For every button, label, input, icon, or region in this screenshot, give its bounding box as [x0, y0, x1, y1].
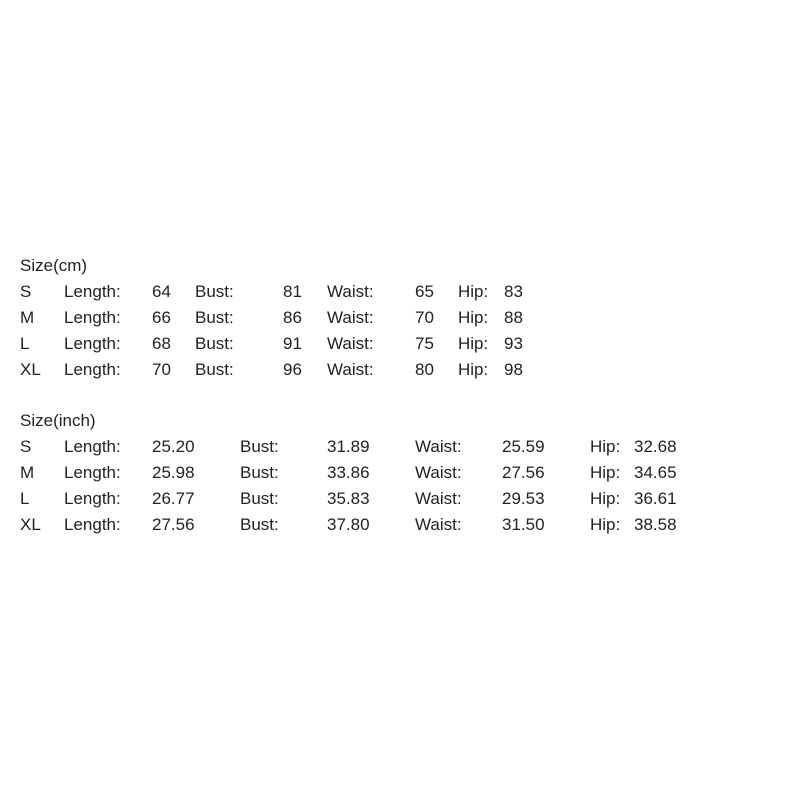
waist-value: 70 — [415, 308, 434, 327]
size-chart-inch — [20, 408, 677, 538]
length-value: 64 — [152, 282, 171, 301]
hip-label: Hip: — [458, 308, 489, 327]
size-chart-cm — [20, 253, 523, 383]
hip-value: 38.58 — [634, 515, 677, 534]
hip-label: Hip: — [458, 360, 489, 379]
bust-label: Bust: — [240, 463, 279, 482]
bust-value: 81 — [283, 282, 302, 301]
waist-label: Waist: — [415, 515, 462, 534]
table-row — [20, 434, 677, 460]
length-label: Length: — [64, 360, 121, 379]
length-value: 70 — [152, 360, 171, 379]
waist-value: 65 — [415, 282, 434, 301]
length-value: 25.98 — [152, 463, 195, 482]
hip-label: Hip: — [590, 463, 621, 482]
hip-value: 36.61 — [634, 489, 677, 508]
hip-value: 83 — [504, 282, 523, 301]
size-label: L — [20, 489, 30, 508]
table-row — [20, 512, 677, 538]
length-value: 26.77 — [152, 489, 195, 508]
bust-label: Bust: — [195, 282, 234, 301]
size-label: S — [20, 282, 32, 301]
waist-label: Waist: — [327, 282, 374, 301]
bust-value: 37.80 — [327, 515, 370, 534]
size-label: L — [20, 334, 30, 353]
waist-value: 27.56 — [502, 463, 545, 482]
length-label: Length: — [64, 515, 121, 534]
bust-value: 96 — [283, 360, 302, 379]
length-label: Length: — [64, 308, 121, 327]
bust-label: Bust: — [195, 334, 234, 353]
table-row — [20, 331, 523, 357]
hip-label: Hip: — [590, 515, 621, 534]
bust-label: Bust: — [240, 489, 279, 508]
size-label: S — [20, 437, 32, 456]
bust-label: Bust: — [195, 308, 234, 327]
length-label: Length: — [64, 334, 121, 353]
waist-value: 75 — [415, 334, 434, 353]
hip-value: 88 — [504, 308, 523, 327]
bust-value: 31.89 — [327, 437, 370, 456]
size-label: M — [20, 463, 35, 482]
bust-label: Bust: — [195, 360, 234, 379]
hip-label: Hip: — [590, 489, 621, 508]
table-row — [20, 305, 523, 331]
waist-label: Waist: — [415, 463, 462, 482]
hip-value: 93 — [504, 334, 523, 353]
size-label: XL — [20, 360, 41, 379]
size-label: XL — [20, 515, 41, 534]
length-value: 68 — [152, 334, 171, 353]
size-chart-cm-heading: Size(cm) — [20, 256, 88, 275]
length-label: Length: — [64, 437, 121, 456]
length-value: 27.56 — [152, 515, 195, 534]
bust-value: 91 — [283, 334, 302, 353]
length-value: 66 — [152, 308, 171, 327]
waist-value: 31.50 — [502, 515, 545, 534]
waist-label: Waist: — [415, 489, 462, 508]
bust-value: 86 — [283, 308, 302, 327]
length-value: 25.20 — [152, 437, 195, 456]
table-row — [20, 460, 677, 486]
length-label: Length: — [64, 463, 121, 482]
bust-label: Bust: — [240, 437, 279, 456]
hip-label: Hip: — [458, 334, 489, 353]
hip-label: Hip: — [458, 282, 489, 301]
waist-value: 80 — [415, 360, 434, 379]
bust-value: 35.83 — [327, 489, 370, 508]
waist-label: Waist: — [327, 360, 374, 379]
length-label: Length: — [64, 282, 121, 301]
waist-value: 29.53 — [502, 489, 545, 508]
size-label: M — [20, 308, 35, 327]
bust-label: Bust: — [240, 515, 279, 534]
waist-label: Waist: — [415, 437, 462, 456]
table-row — [20, 357, 523, 383]
waist-label: Waist: — [327, 334, 374, 353]
bust-value: 33.86 — [327, 463, 370, 482]
hip-value: 32.68 — [634, 437, 677, 456]
hip-value: 98 — [504, 360, 523, 379]
waist-value: 25.59 — [502, 437, 545, 456]
table-row — [20, 486, 677, 512]
table-row — [20, 279, 523, 305]
waist-label: Waist: — [327, 308, 374, 327]
length-label: Length: — [64, 489, 121, 508]
hip-label: Hip: — [590, 437, 621, 456]
hip-value: 34.65 — [634, 463, 677, 482]
size-chart-inch-heading: Size(inch) — [20, 411, 96, 430]
